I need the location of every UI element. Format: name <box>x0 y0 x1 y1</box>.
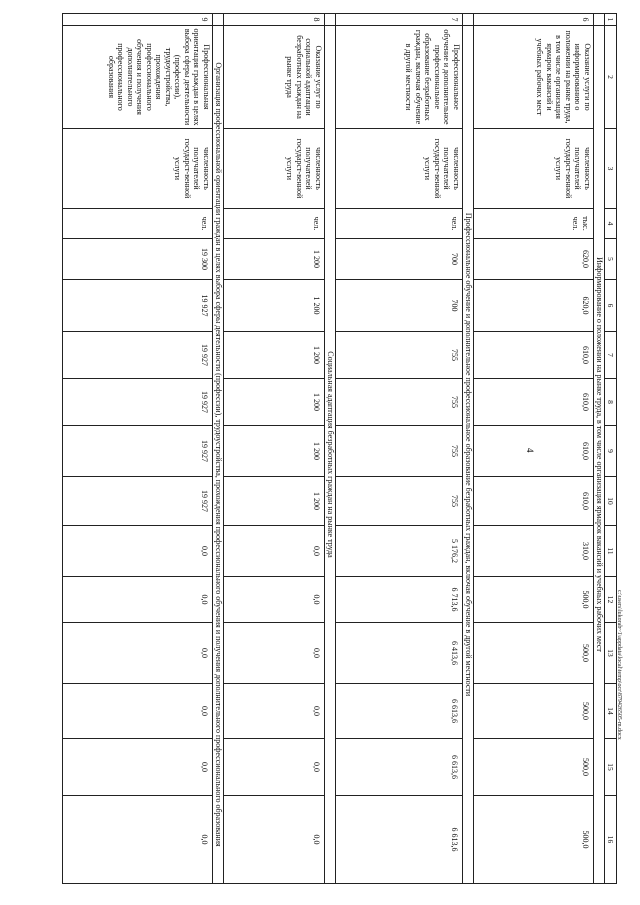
value-cell: 620,0 <box>474 239 594 280</box>
value-cell: 610,0 <box>474 426 594 477</box>
table-row <box>336 14 463 884</box>
service-name: Оказание услуги по информированию о положении на рынке труда, в том числе организация ярмарок вакансий и учебных рабочих мест <box>474 26 594 129</box>
column-number: 2 <box>605 26 617 129</box>
table-row <box>63 14 213 884</box>
page-number: 4 <box>525 448 535 453</box>
value-cell: 0,0 <box>63 623 213 684</box>
section-title: Организация профессиональной ориентации граждан в целях выбора сферы деятельности (профессии), трудоустройства, прохождения профессионального обучения и получения дополнительного профессионального образования <box>213 26 224 884</box>
value-cell: 19 927 <box>63 426 213 477</box>
value-cell: 0,0 <box>63 739 213 796</box>
value-cell: 1 200 <box>224 379 325 426</box>
section-spacer-cell <box>463 14 474 26</box>
section-title: Профессиональное обучение и дополнительное профессиональное образование безработных граждан, включая обучение в другой местности <box>463 26 474 884</box>
value-cell: 0,0 <box>63 526 213 577</box>
value-cell: 6 713,6 <box>336 577 463 623</box>
value-cell: 610,0 <box>474 379 594 426</box>
value-cell: 0,0 <box>224 526 325 577</box>
section-title: Социальная адаптация безработных граждан на рынке труда <box>325 26 336 884</box>
table-row <box>224 14 325 884</box>
column-number: 7 <box>605 332 617 379</box>
value-cell: 1 200 <box>224 280 325 332</box>
section-spacer-cell <box>325 14 336 26</box>
value-cell: 6 613,6 <box>336 739 463 796</box>
value-cell: 6 413,6 <box>336 623 463 684</box>
indicator-name: численность получателей государст-венной услуги <box>63 129 213 209</box>
value-cell: 19 927 <box>63 280 213 332</box>
row-number: 8 <box>224 14 325 26</box>
value-cell: 1 200 <box>224 239 325 280</box>
column-number: 6 <box>605 280 617 332</box>
unit-cell: чел. <box>63 209 213 239</box>
value-cell: 755 <box>336 426 463 477</box>
value-cell: 620,0 <box>474 280 594 332</box>
value-cell: 500,0 <box>474 684 594 739</box>
value-cell: 500,0 <box>474 796 594 884</box>
indicator-name: численность получателей государст-венной услуги <box>336 129 463 209</box>
column-number: 4 <box>605 209 617 239</box>
row-number: 7 <box>336 14 463 26</box>
indicator-name: численность получателей государст-венной услуги <box>474 129 594 209</box>
section-header-row <box>213 14 224 884</box>
column-number: 9 <box>605 426 617 477</box>
value-cell: 6 613,6 <box>336 684 463 739</box>
value-cell: 0,0 <box>63 796 213 884</box>
file-path-footer: c:\users\lukorab~1\appdata\local\temp\ocr\879426505-m.docx <box>616 590 622 740</box>
section-header-row <box>463 14 474 884</box>
column-number: 3 <box>605 129 617 209</box>
value-cell: 500,0 <box>474 739 594 796</box>
value-cell: 0,0 <box>224 796 325 884</box>
value-cell: 610,0 <box>474 477 594 526</box>
value-cell: 0,0 <box>63 684 213 739</box>
value-cell: 500,0 <box>474 623 594 684</box>
value-cell: 700 <box>336 239 463 280</box>
section-spacer-cell <box>213 14 224 26</box>
value-cell: 0,0 <box>224 623 325 684</box>
value-cell: 5 176,2 <box>336 526 463 577</box>
row-number: 9 <box>63 14 213 26</box>
value-cell: 0,0 <box>224 684 325 739</box>
value-cell: 700 <box>336 280 463 332</box>
value-cell: 1 200 <box>224 477 325 526</box>
indicator-name: численность получателей государст-венной услуги <box>224 129 325 209</box>
value-cell: 755 <box>336 332 463 379</box>
column-number: 14 <box>605 684 617 739</box>
value-cell: 1 200 <box>224 332 325 379</box>
value-cell: 19 927 <box>63 477 213 526</box>
service-name: Профессиональная ориентация граждан в целях выбора сферы деятельности (профессии), трудоустройства, прохождения профессионального обучения и получения дополнительного профессионального образования <box>63 26 213 129</box>
value-cell: 500,0 <box>474 577 594 623</box>
unit-cell: чел. <box>336 209 463 239</box>
value-cell: 310,0 <box>474 526 594 577</box>
value-cell: 19 300 <box>63 239 213 280</box>
value-cell: 755 <box>336 477 463 526</box>
value-cell: 6 613,6 <box>336 796 463 884</box>
section-header-row <box>594 14 605 884</box>
column-number: 12 <box>605 577 617 623</box>
column-number: 16 <box>605 796 617 884</box>
services-table <box>62 13 617 884</box>
column-number: 11 <box>605 526 617 577</box>
value-cell: 755 <box>336 379 463 426</box>
unit-cell: тыс. чел. <box>474 209 594 239</box>
row-number: 6 <box>474 14 594 26</box>
value-cell: 19 927 <box>63 332 213 379</box>
column-number: 5 <box>605 239 617 280</box>
value-cell: 610,0 <box>474 332 594 379</box>
column-number: 13 <box>605 623 617 684</box>
value-cell: 0,0 <box>63 577 213 623</box>
column-number: 10 <box>605 477 617 526</box>
column-number: 1 <box>605 14 617 26</box>
column-number: 8 <box>605 379 617 426</box>
column-number: 15 <box>605 739 617 796</box>
service-name: Оказание услуг по социальной адаптации безработных граждан на рынке труда <box>224 26 325 129</box>
table-row <box>474 14 594 884</box>
value-cell: 1 200 <box>224 426 325 477</box>
section-title: Информирование о положении на рынке труда, в том числе организация ярмарок вакансий и учебных рабочих мест <box>594 26 605 884</box>
section-header-row <box>325 14 336 884</box>
rotated-table-page <box>107 13 617 883</box>
value-cell: 0,0 <box>224 739 325 796</box>
value-cell: 19 927 <box>63 379 213 426</box>
unit-cell: чел. <box>224 209 325 239</box>
column-number-row <box>605 14 617 884</box>
value-cell: 0,0 <box>224 577 325 623</box>
service-name: Профессиональное обучение и дополнительное профессиональное образование безработных граждан, включая обучение в другой местности <box>336 26 463 129</box>
section-spacer-cell <box>594 14 605 26</box>
